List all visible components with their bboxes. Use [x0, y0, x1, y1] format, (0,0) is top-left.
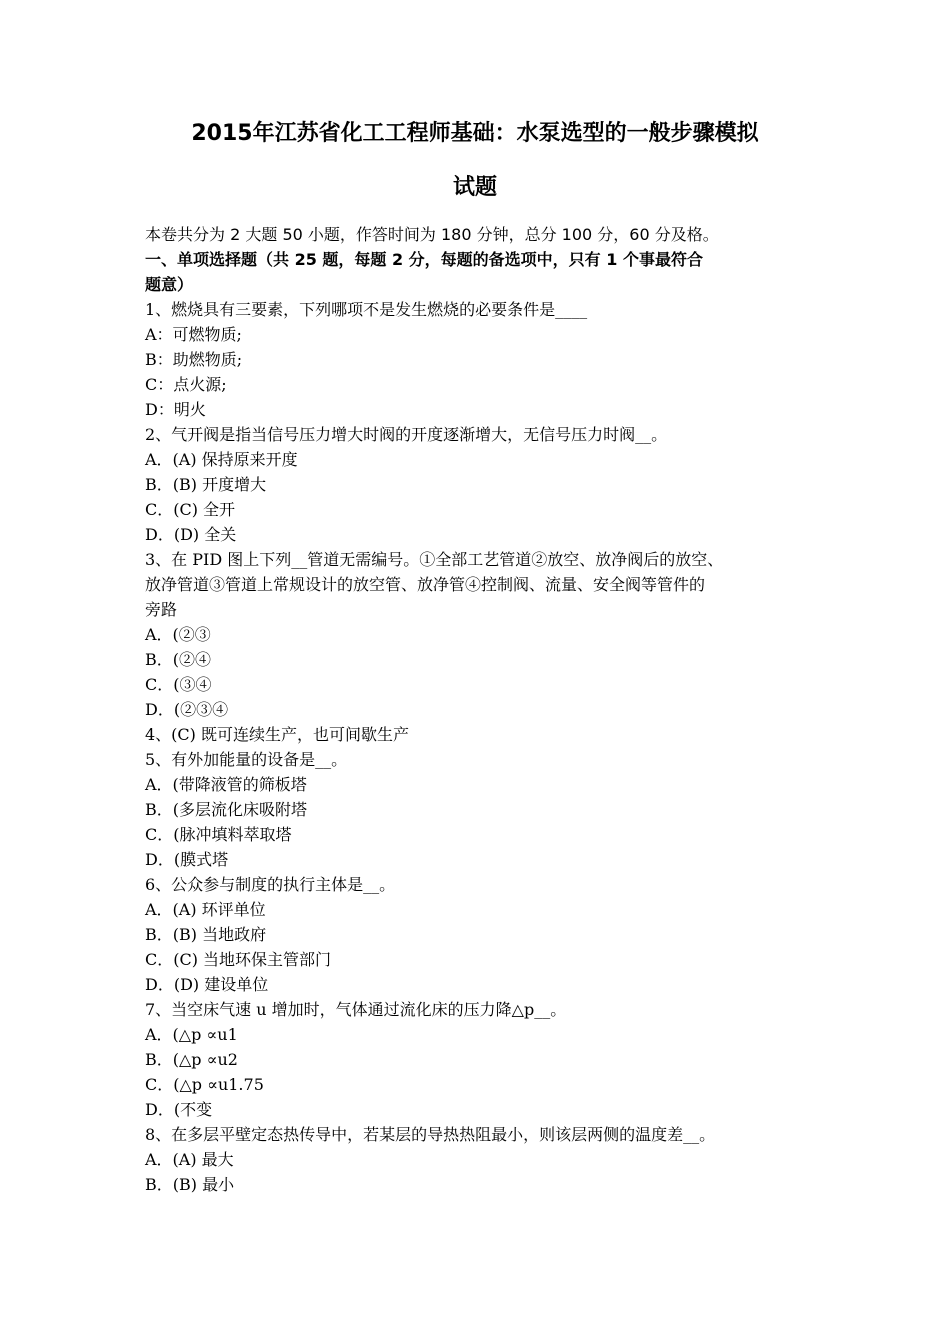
question-stem: 4、(C) 既可连续生产，也可间歇生产 [145, 725, 409, 744]
question-option: C．(C) 当地环保主管部门 [145, 950, 332, 969]
section-heading [145, 247, 815, 297]
question-option: B．(②④ [145, 650, 212, 669]
question-option: A．(A) 最大 [145, 1150, 234, 1169]
question-stem-line-3: 旁路 [145, 600, 178, 619]
question-8 [145, 1122, 815, 1197]
question-6 [145, 872, 815, 997]
question-option: A．(A) 环评单位 [145, 900, 266, 919]
question-option: C．(C) 全开 [145, 500, 236, 519]
question-option: B．(B) 最小 [145, 1175, 235, 1194]
question-stem: 8、在多层平壁定态热传导中，若某层的导热热阻最小，则该层两侧的温度差__。 [145, 1125, 716, 1144]
question-option: C．(脉冲填料萃取塔 [145, 825, 292, 844]
question-stem: 7、当空床气速 u 增加时，气体通过流化床的压力降△p__。 [145, 1000, 567, 1019]
question-2 [145, 422, 815, 547]
question-option: D：明火 [145, 400, 206, 419]
question-stem: 1、燃烧具有三要素，下列哪项不是发生燃烧的必要条件是____ [145, 300, 588, 319]
section-heading-line-2: 题意） [145, 275, 194, 294]
question-option: D．(D) 全关 [145, 525, 237, 544]
question-option: D．(膜式塔 [145, 850, 229, 869]
question-option: D．(②③④ [145, 700, 229, 719]
exam-intro: 本卷共分为 2 大题 50 小题，作答时间为 180 分钟，总分 100 分，60 分及格。 [145, 225, 719, 244]
question-option: D．(D) 建设单位 [145, 975, 269, 994]
question-1 [145, 297, 815, 422]
question-option: A．(②③ [145, 625, 211, 644]
question-4 [145, 722, 815, 747]
question-stem-line-1: 3、在 PID 图上下列__管道无需编号。①全部工艺管道②放空、放净阀后的放空、 [145, 550, 724, 569]
section-heading-line-1: 一、单项选择题（共 25 题，每题 2 分，每题的备选项中，只有 1 个事最符合 [145, 250, 703, 269]
question-option: B．(多层流化床吸附塔 [145, 800, 308, 819]
question-option: B．(B) 开度增大 [145, 475, 267, 494]
document-body [145, 222, 815, 1197]
question-option: A．(△p ∝u1 [145, 1025, 238, 1044]
question-option: C．(③④ [145, 675, 212, 694]
question-stem: 2、气开阀是指当信号压力增大时阀的开度逐渐增大，无信号压力时阀__。 [145, 425, 668, 444]
question-option: B：助燃物质; [145, 350, 243, 369]
question-option: A．(带降液管的筛板塔 [145, 775, 307, 794]
question-option: B．(△p ∝u2 [145, 1050, 238, 1069]
question-option: D．(不变 [145, 1100, 213, 1119]
document-title-line-2: 试题 [452, 175, 497, 200]
question-option: A：可燃物质; [145, 325, 242, 344]
question-5 [145, 747, 815, 872]
question-7 [145, 997, 815, 1122]
question-3 [145, 547, 815, 722]
question-option: A．(A) 保持原来开度 [145, 450, 298, 469]
question-option: B．(B) 当地政府 [145, 925, 267, 944]
question-stem: 5、有外加能量的设备是__。 [145, 750, 348, 769]
question-stem: 6、公众参与制度的执行主体是__。 [145, 875, 396, 894]
question-option: C：点火源; [145, 375, 227, 394]
question-option: C．(△p ∝u1.75 [145, 1075, 264, 1094]
question-stem-line-2: 放净管道③管道上常规设计的放空管、放净管④控制阀、流量、安全阀等管件的 [145, 575, 706, 594]
document-title-line-1: 2015年江苏省化工工程师基础：水泵选型的一般步骤模拟 [191, 121, 759, 146]
